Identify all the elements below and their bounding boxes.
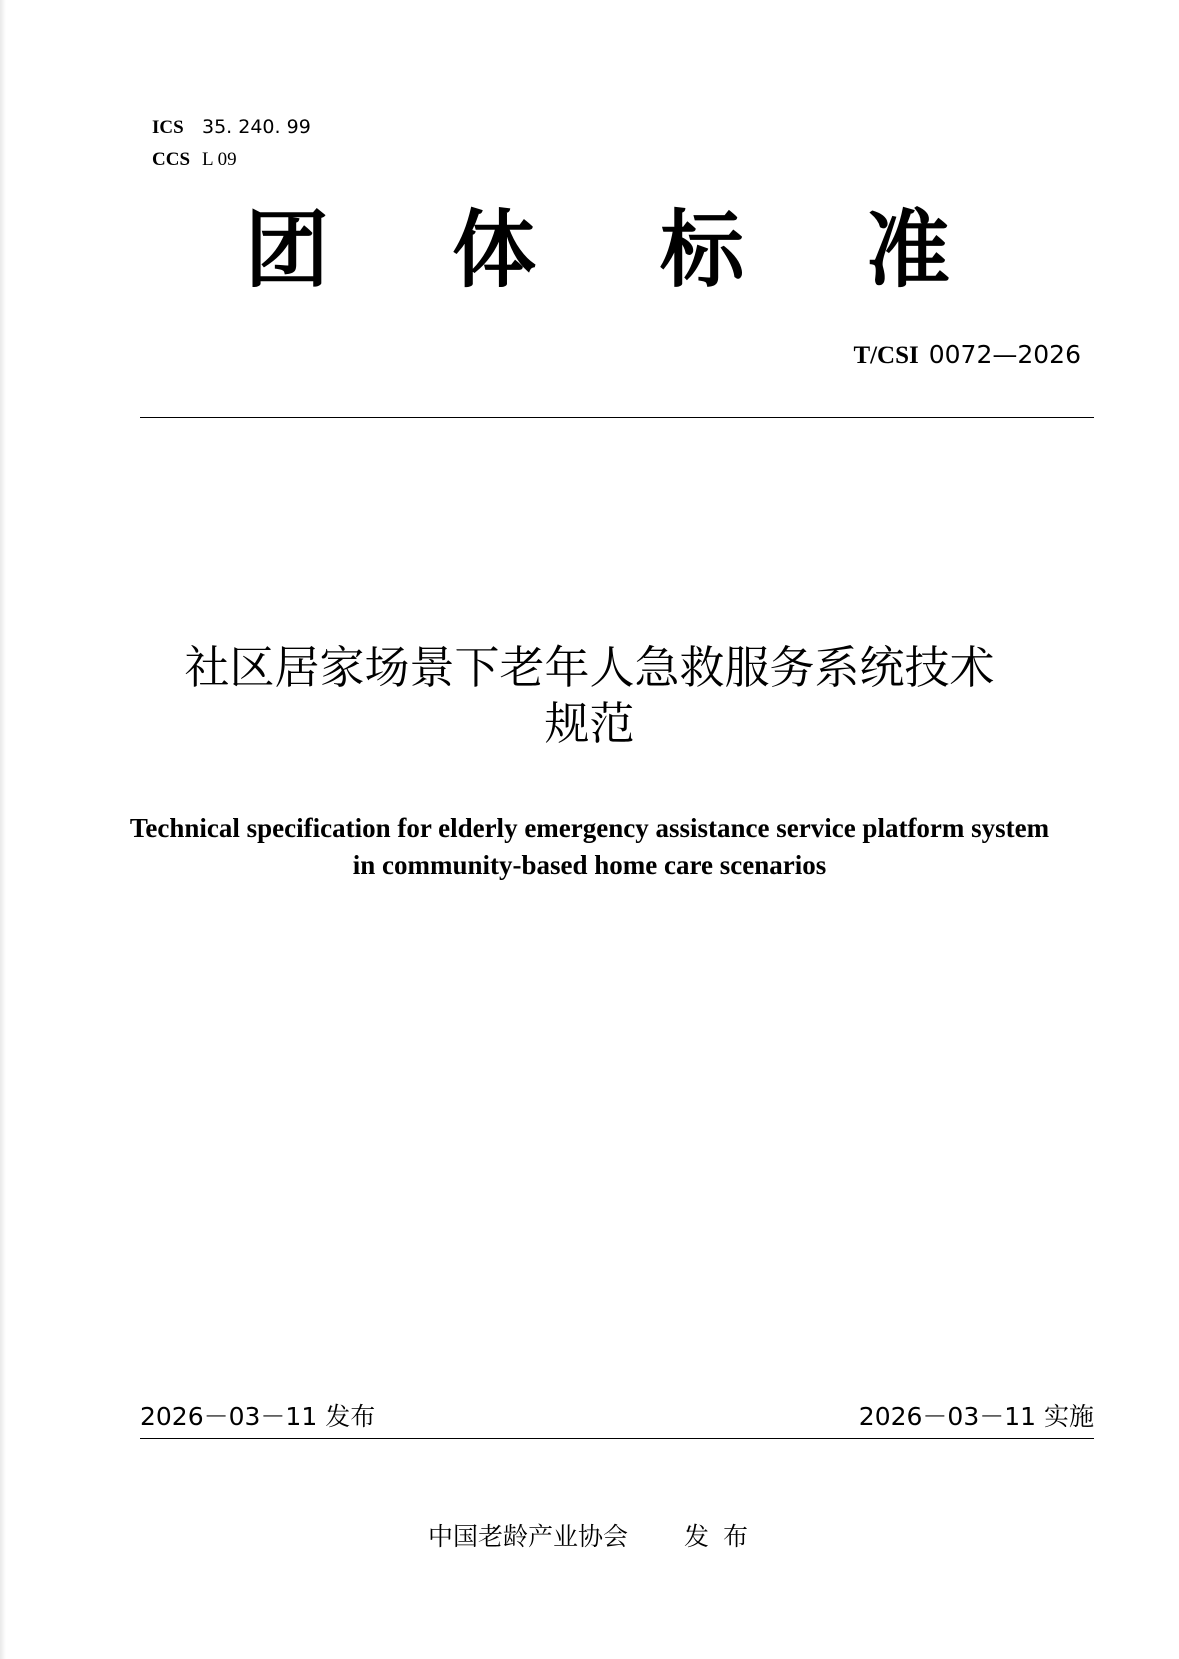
ics-label: ICS xyxy=(152,117,184,138)
document-title-english xyxy=(100,810,1079,884)
title-en-line-1: Technical specification for elderly emergency assistance service platform system xyxy=(129,813,1050,843)
ccs-label: CCS xyxy=(152,149,191,170)
ccs-classification xyxy=(152,147,237,172)
publish-date: 2026－03－11 发布 xyxy=(140,1402,376,1431)
title-cn-line-1: 社区居家场景下老年人急救服务系统技术 xyxy=(184,641,995,694)
publisher-action: 发布 xyxy=(684,1522,763,1551)
publisher-name: 中国老龄产业协会 xyxy=(428,1522,629,1551)
ccs-value: L 09 xyxy=(202,149,237,170)
standard-number-value: 0072—2026 xyxy=(928,340,1081,369)
top-divider xyxy=(140,417,1094,418)
standard-type-char: 团 xyxy=(245,201,330,299)
standard-type-char: 准 xyxy=(866,201,951,299)
title-cn-line-2: 规范 xyxy=(544,697,635,750)
standard-number xyxy=(853,339,1081,372)
implement-date: 2026－03－11 实施 xyxy=(858,1402,1094,1431)
ics-value: 35. 240. 99 xyxy=(202,116,311,138)
standard-type-char: 标 xyxy=(660,201,745,299)
standard-type-char: 体 xyxy=(452,201,537,299)
title-en-line-2: in community-based home care scenarios xyxy=(352,850,827,880)
publisher-line xyxy=(428,1520,762,1554)
document-title-chinese xyxy=(100,640,1079,752)
bottom-divider xyxy=(140,1438,1094,1439)
standard-number-prefix: T/CSI xyxy=(853,342,919,369)
ics-classification xyxy=(152,115,311,140)
standard-type-heading xyxy=(0,200,1179,300)
